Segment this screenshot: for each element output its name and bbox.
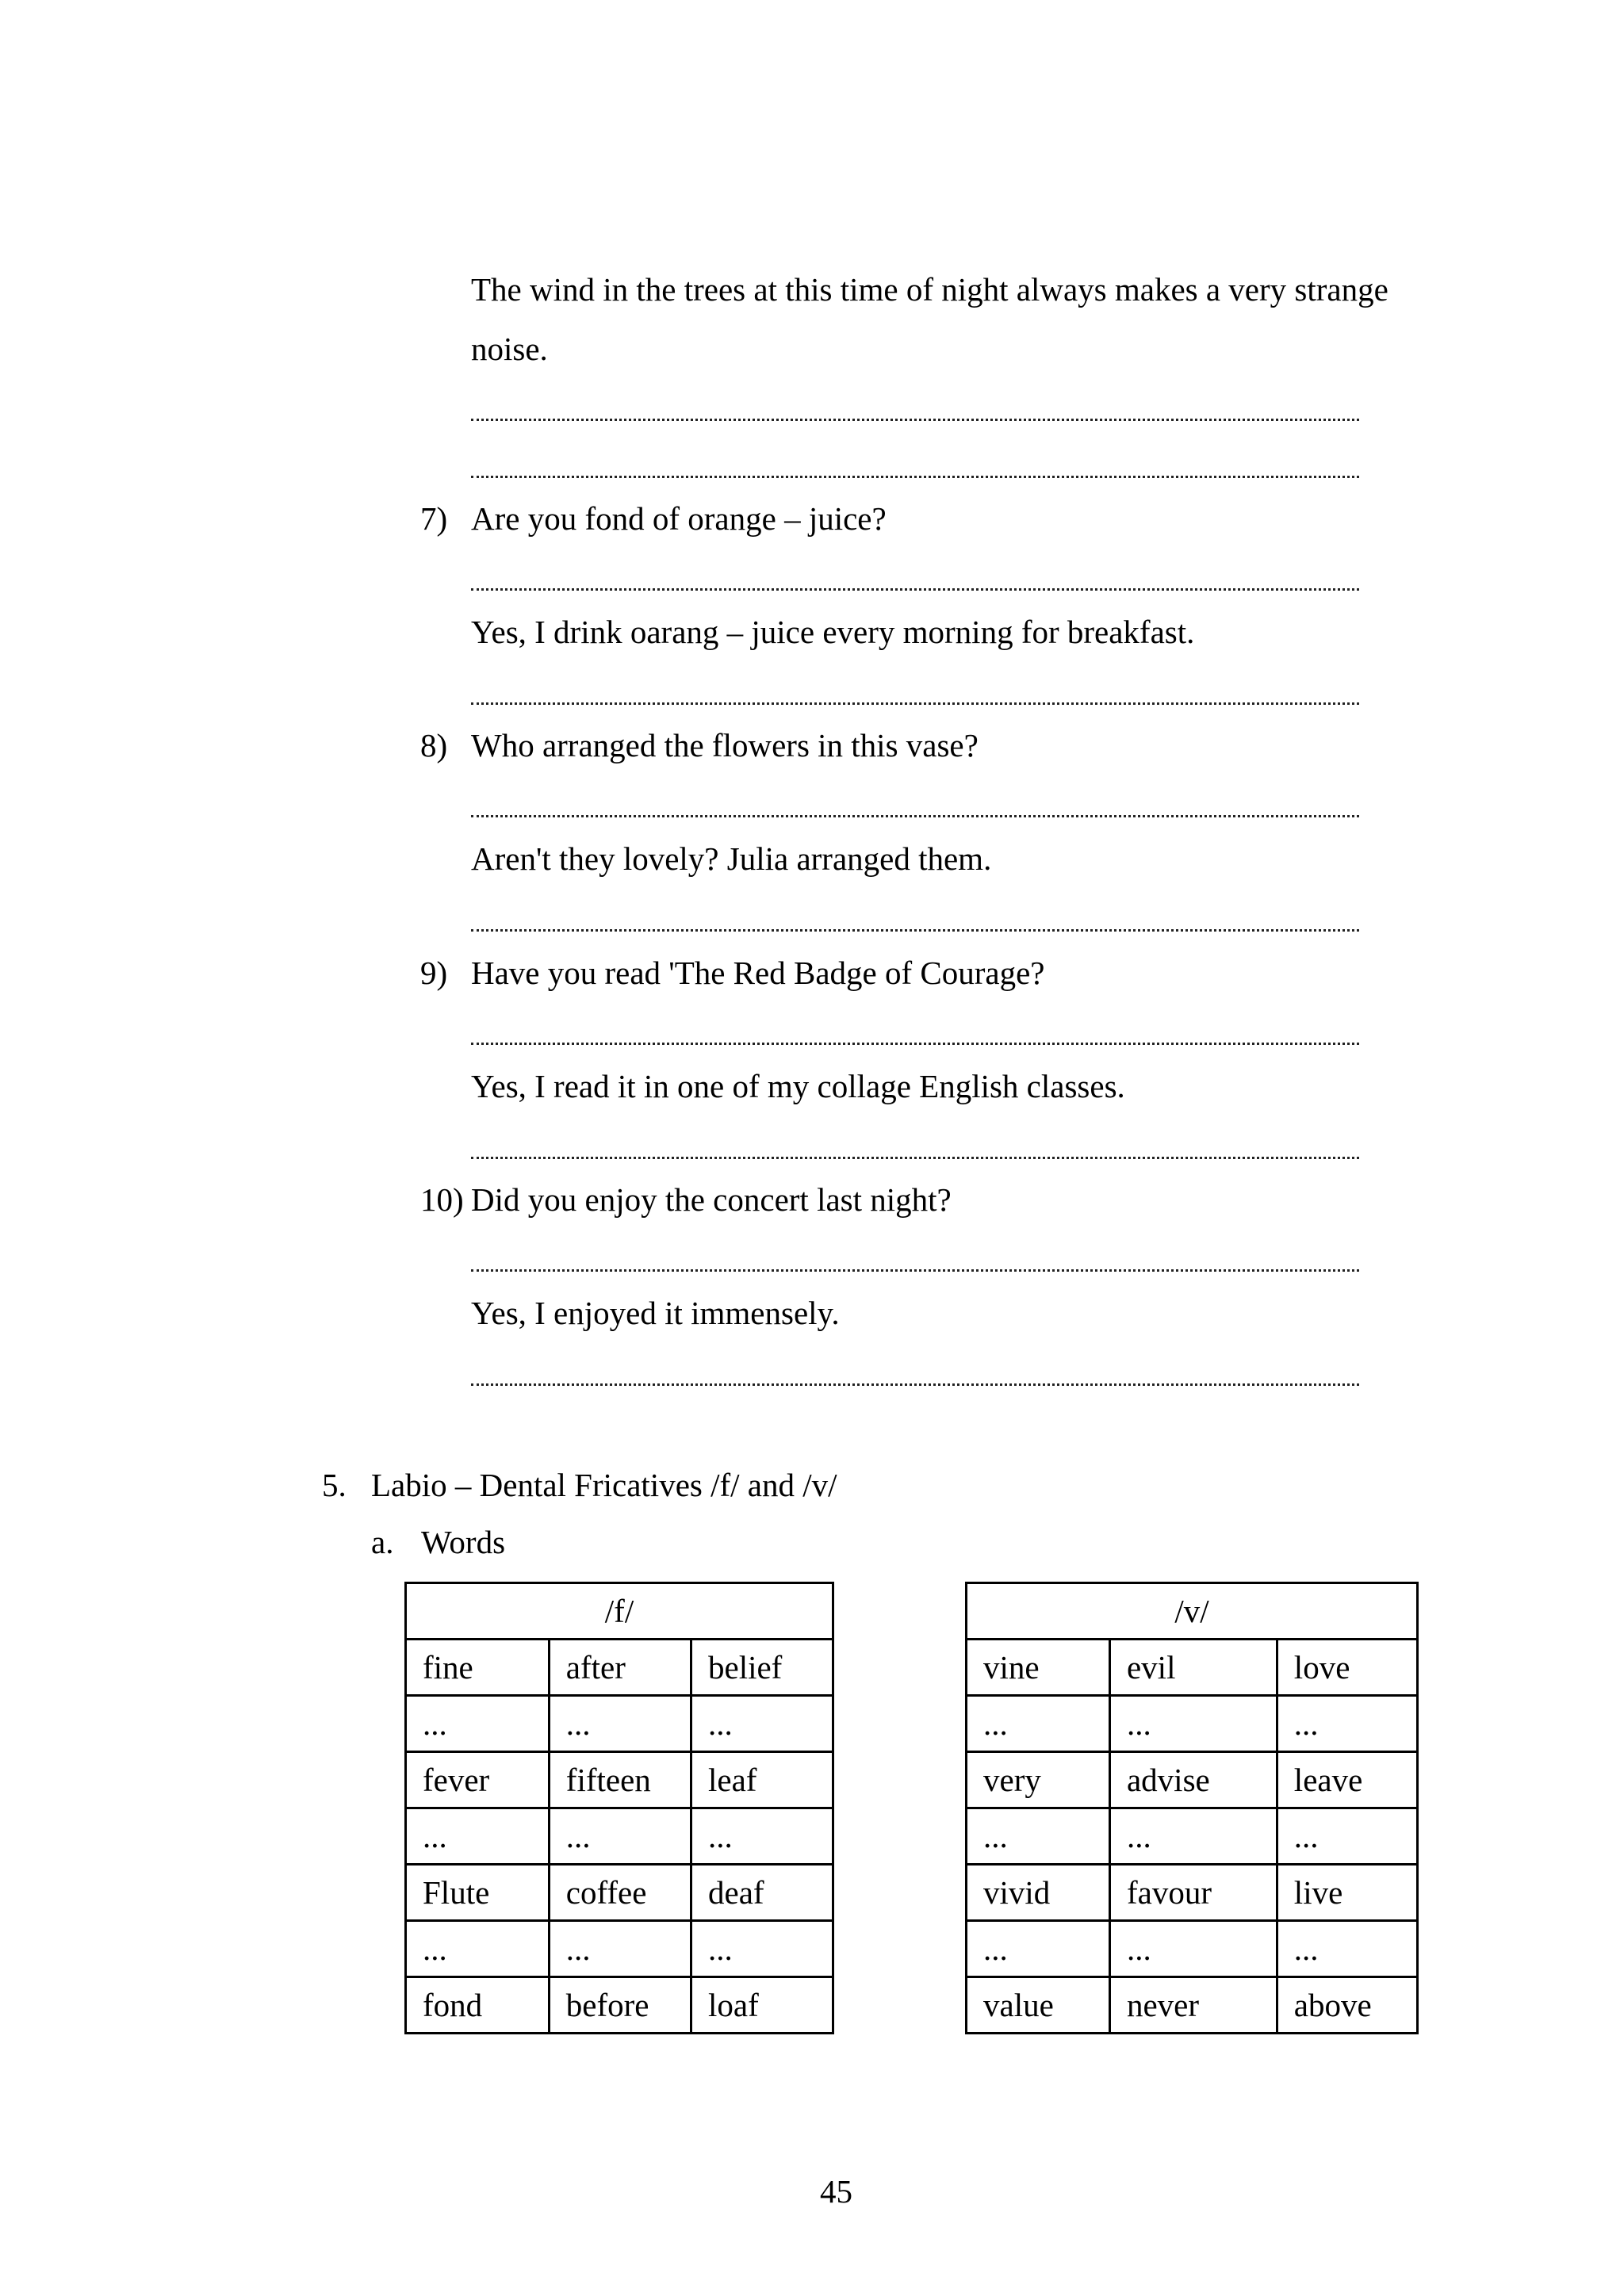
word-cell: very bbox=[967, 1752, 1110, 1808]
table-row bbox=[406, 1865, 833, 1921]
item-number: 7) bbox=[420, 500, 448, 537]
word-cell: ... bbox=[1277, 1808, 1417, 1865]
word-cell: loaf bbox=[691, 1977, 833, 2034]
item-question: Have you read 'The Red Badge of Courage? bbox=[471, 955, 1045, 991]
word-cell: ... bbox=[549, 1808, 691, 1865]
item-answer: Aren't they lovely? Julia arranged them. bbox=[471, 840, 992, 877]
table-row bbox=[406, 1808, 833, 1865]
word-cell: fever bbox=[406, 1752, 550, 1808]
word-cell: ... bbox=[406, 1696, 550, 1752]
item-number: 9) bbox=[420, 955, 448, 991]
section-number: 5. bbox=[322, 1467, 347, 1503]
word-cell: favour bbox=[1109, 1865, 1277, 1921]
answer-dotted-line bbox=[471, 476, 1359, 478]
table-header: /f/ bbox=[406, 1583, 833, 1640]
sentence-line-1: The wind in the trees at this time of night always makes a very strange bbox=[471, 271, 1388, 308]
item-number: 8) bbox=[420, 727, 448, 763]
word-cell: ... bbox=[549, 1696, 691, 1752]
word-cell: ... bbox=[967, 1696, 1110, 1752]
word-cell: ... bbox=[691, 1696, 833, 1752]
word-cell: ... bbox=[691, 1808, 833, 1865]
word-cell: Flute bbox=[406, 1865, 550, 1921]
f-words-table bbox=[404, 1582, 834, 2034]
answer-dotted-line bbox=[471, 1043, 1359, 1045]
section-title: Labio – Dental Fricatives /f/ and /v/ bbox=[371, 1467, 837, 1503]
word-cell: ... bbox=[1109, 1921, 1277, 1977]
word-cell: ... bbox=[1109, 1808, 1277, 1865]
table-row bbox=[967, 1640, 1418, 1696]
word-cell: leave bbox=[1277, 1752, 1417, 1808]
answer-dotted-line bbox=[471, 419, 1359, 421]
word-cell: advise bbox=[1109, 1752, 1277, 1808]
answer-dotted-line bbox=[471, 588, 1359, 591]
item-question: Who arranged the flowers in this vase? bbox=[471, 727, 979, 763]
word-cell: fine bbox=[406, 1640, 550, 1696]
word-cell: coffee bbox=[549, 1865, 691, 1921]
word-cell: above bbox=[1277, 1977, 1417, 2034]
v-words-table bbox=[965, 1582, 1419, 2034]
table-header: /v/ bbox=[967, 1583, 1418, 1640]
table-row bbox=[967, 1921, 1418, 1977]
item-number: 10) bbox=[420, 1181, 464, 1218]
word-cell: love bbox=[1277, 1640, 1417, 1696]
word-cell: ... bbox=[549, 1921, 691, 1977]
item-question: Did you enjoy the concert last night? bbox=[471, 1181, 952, 1218]
subsection-title: Words bbox=[421, 1524, 506, 1560]
table-row bbox=[967, 1865, 1418, 1921]
word-cell: ... bbox=[1277, 1921, 1417, 1977]
answer-dotted-line bbox=[471, 1157, 1359, 1159]
answer-dotted-line bbox=[471, 929, 1359, 932]
page-number: 45 bbox=[820, 2173, 852, 2210]
table-row bbox=[406, 1921, 833, 1977]
table-row bbox=[967, 1808, 1418, 1865]
word-cell: fond bbox=[406, 1977, 550, 2034]
answer-dotted-line bbox=[471, 702, 1359, 705]
word-cell: ... bbox=[691, 1921, 833, 1977]
sentence-line-2: noise. bbox=[471, 331, 548, 367]
word-cell: live bbox=[1277, 1865, 1417, 1921]
table-row bbox=[406, 1696, 833, 1752]
table-row bbox=[967, 1977, 1418, 2034]
answer-dotted-line bbox=[471, 815, 1359, 817]
word-cell: before bbox=[549, 1977, 691, 2034]
word-cell: fifteen bbox=[549, 1752, 691, 1808]
word-cell: vivid bbox=[967, 1865, 1110, 1921]
table-row bbox=[967, 1752, 1418, 1808]
word-cell: ... bbox=[406, 1921, 550, 1977]
answer-dotted-line bbox=[471, 1383, 1359, 1386]
word-cell: ... bbox=[1109, 1696, 1277, 1752]
word-cell: value bbox=[967, 1977, 1110, 2034]
word-cell: never bbox=[1109, 1977, 1277, 2034]
word-cell: after bbox=[549, 1640, 691, 1696]
word-cell: ... bbox=[967, 1808, 1110, 1865]
table-row bbox=[406, 1752, 833, 1808]
word-cell: ... bbox=[1277, 1696, 1417, 1752]
subsection-letter: a. bbox=[371, 1524, 394, 1560]
item-answer: Yes, I drink oarang – juice every morning for breakfast. bbox=[471, 614, 1195, 650]
table-row bbox=[406, 1977, 833, 2034]
word-cell: ... bbox=[406, 1808, 550, 1865]
word-cell: leaf bbox=[691, 1752, 833, 1808]
word-cell: belief bbox=[691, 1640, 833, 1696]
word-cell: evil bbox=[1109, 1640, 1277, 1696]
answer-dotted-line bbox=[471, 1269, 1359, 1272]
item-answer: Yes, I enjoyed it immensely. bbox=[471, 1295, 840, 1331]
word-cell: deaf bbox=[691, 1865, 833, 1921]
item-question: Are you fond of orange – juice? bbox=[471, 500, 887, 537]
word-cell: vine bbox=[967, 1640, 1110, 1696]
table-row bbox=[967, 1696, 1418, 1752]
table-row bbox=[406, 1640, 833, 1696]
word-cell: ... bbox=[967, 1921, 1110, 1977]
item-answer: Yes, I read it in one of my collage English classes. bbox=[471, 1068, 1125, 1104]
